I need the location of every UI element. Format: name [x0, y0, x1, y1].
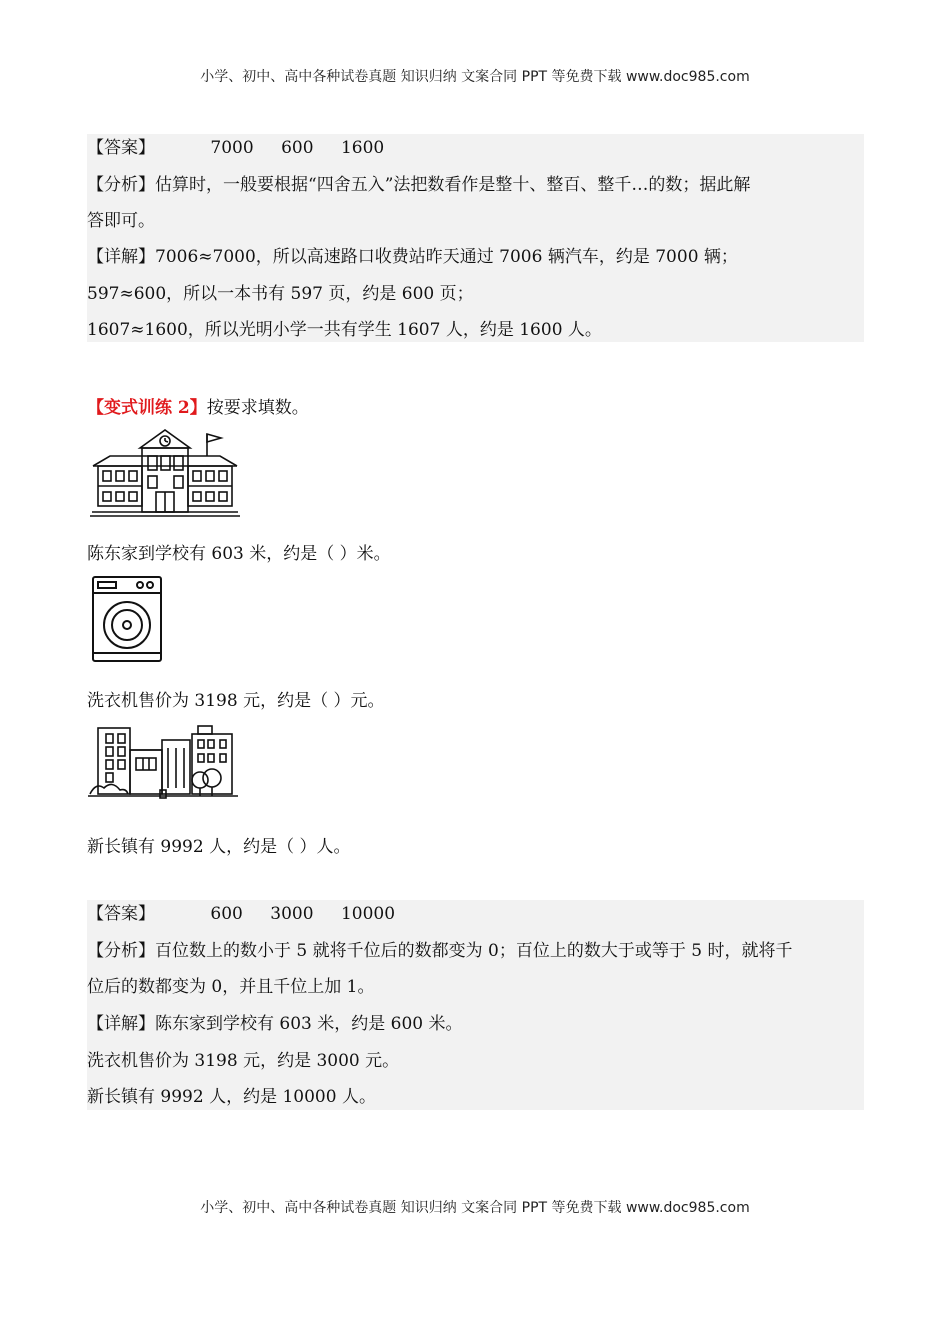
washing-machine-icon	[90, 575, 164, 665]
detail-line: 597≈600，所以一本书有 597 页，约是 600 页；	[87, 284, 474, 304]
school-building-icon	[90, 426, 240, 518]
page-footer: 小学、初中、高中各种试卷真题 知识归纳 文案合同 PPT 等免费下载 www.doc985.com	[200, 1200, 750, 1216]
detail-line: 洗衣机售价为 3198 元，约是 3000 元。	[87, 1051, 400, 1071]
page-header: 小学、初中、高中各种试卷真题 知识归纳 文案合同 PPT 等免费下载 www.doc985.com	[200, 69, 750, 85]
variant-title-text: 按要求填数。	[206, 398, 309, 418]
answer-label: 【答案】	[87, 904, 155, 924]
answer-line	[87, 137, 384, 159]
analysis-line: 答即可。	[87, 211, 155, 231]
detail-line: 【详解】7006≈7000，所以高速路口收费站昨天通过 7006 辆汽车，约是 7000 辆；	[87, 247, 738, 267]
detail-line: 【详解】陈东家到学校有 603 米，约是 600 米。	[87, 1014, 463, 1034]
detail-line: 1607≈1600，所以光明小学一共有学生 1607 人，约是 1600 人。	[87, 320, 602, 340]
question-line: 洗衣机售价为 3198 元，约是（ ）元。	[87, 691, 385, 711]
answer-block-1	[87, 134, 864, 342]
analysis-line: 位后的数都变为 0，并且千位上加 1。	[87, 977, 375, 997]
answer-value: 600	[210, 904, 243, 924]
variant-title	[87, 393, 309, 418]
analysis-line: 【分析】估算时，一般要根据“四舍五入”法把数看作是整十、整百、整千…的数；据此解	[87, 175, 751, 195]
answer-block-2	[87, 900, 864, 1110]
answer-line	[87, 903, 395, 925]
answer-value: 1600	[340, 138, 385, 158]
question-line: 新长镇有 9992 人，约是（ ）人。	[87, 837, 351, 857]
detail-line: 新长镇有 9992 人，约是 10000 人。	[87, 1087, 376, 1107]
answer-value: 600	[281, 138, 314, 158]
question-line: 陈东家到学校有 603 米，约是（ ）米。	[87, 544, 391, 564]
answer-value: 10000	[340, 904, 396, 924]
answer-value: 3000	[270, 904, 314, 924]
answer-value: 7000	[210, 138, 254, 158]
variant-title-label: 【变式训练 2】	[87, 398, 207, 418]
answer-label: 【答案】	[87, 138, 155, 158]
analysis-line: 【分析】百位数上的数小于 5 就将千位后的数都变为 0；百位上的数大于或等于 5 时，就将千	[87, 941, 793, 961]
town-buildings-icon	[88, 722, 238, 800]
